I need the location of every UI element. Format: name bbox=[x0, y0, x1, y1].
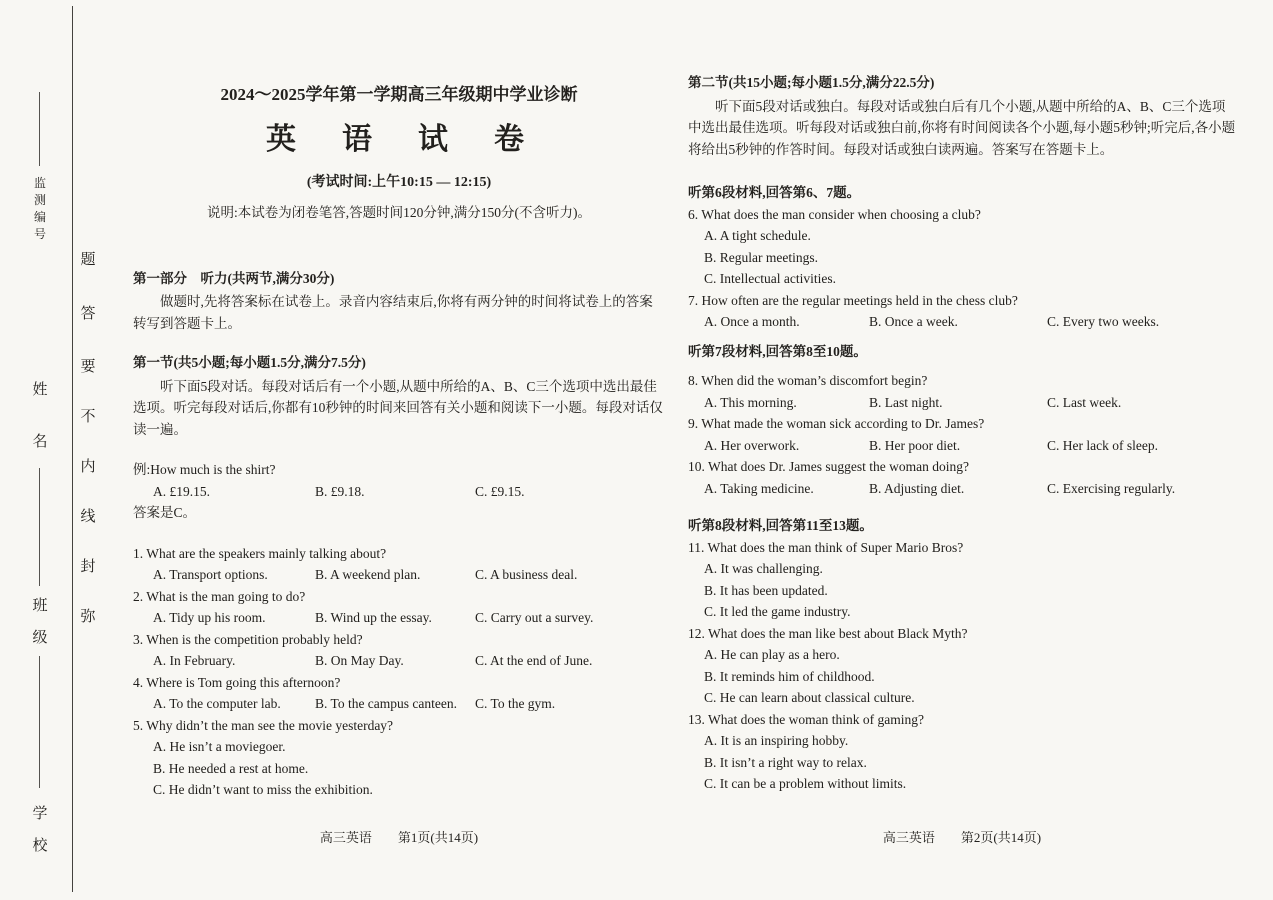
monitor-no-label: 编 bbox=[33, 210, 46, 224]
option-b: B. Last night. bbox=[869, 394, 943, 410]
example-options bbox=[133, 481, 665, 503]
question-text: 10. What does Dr. James suggest the woman doing? bbox=[688, 459, 969, 474]
question-text: 2. What is the man going to do? bbox=[133, 588, 306, 604]
option-b: B. £9.18. bbox=[315, 483, 365, 499]
page-1 bbox=[133, 84, 665, 801]
question-text: 11. What does the man think of Super Mario Bros? bbox=[688, 539, 964, 555]
option-a: A. To the computer lab. bbox=[153, 696, 281, 711]
school-label: 学 bbox=[32, 806, 48, 822]
seal-text-char: 内 bbox=[80, 459, 96, 475]
page2-footer: 高三英语 第2页(共14页) bbox=[882, 830, 1042, 845]
options-row bbox=[688, 311, 1236, 333]
option-c: C. A business deal. bbox=[475, 567, 578, 582]
question-text: 9. What made the woman sick according to Dr. James? bbox=[688, 416, 985, 431]
option-b: B. Adjusting diet. bbox=[869, 480, 965, 496]
options-stack bbox=[688, 644, 1236, 709]
options-stack bbox=[688, 730, 1236, 795]
option-a: A. Her overwork. bbox=[704, 437, 800, 453]
seal-text-char: 线 bbox=[80, 509, 96, 525]
option-b: B. He needed a rest at home. bbox=[153, 760, 309, 776]
question-10 bbox=[688, 456, 1236, 499]
option-b: B. To the campus canteen. bbox=[315, 696, 458, 711]
example-prompt: 例:How much is the shirt? bbox=[133, 462, 276, 477]
option-b: B. Wind up the essay. bbox=[315, 610, 432, 625]
question-text: 4. Where is Tom going this afternoon? bbox=[133, 674, 341, 690]
options-stack bbox=[688, 558, 1236, 623]
options-row bbox=[688, 392, 1236, 414]
question-3 bbox=[133, 629, 665, 672]
part1-intro: 做题时,先将答案标在试卷上。录音内容结束后,你将有两分钟的时间将试卷上的答案转写到答题卡上。 bbox=[133, 294, 653, 331]
options-stack bbox=[133, 736, 665, 801]
question-4 bbox=[133, 672, 665, 715]
paper-title: 英 语 试 卷 bbox=[266, 122, 532, 156]
question-text: 12. What does the man like best about Black Myth? bbox=[688, 625, 968, 641]
option-b: B. Once a week. bbox=[869, 314, 958, 329]
option-c: C. He can learn about classical culture. bbox=[704, 690, 915, 705]
option-b: B. It isn’t a right way to relax. bbox=[704, 754, 867, 770]
example-answer: 答案是C。 bbox=[133, 505, 197, 520]
option-c: C. Intellectual activities. bbox=[704, 271, 836, 286]
options-row bbox=[133, 693, 665, 715]
section2-intro: 听下面5段对话或独白。每段对话或独白后有几个小题,从题中所给的A、B、C三个选项中选出最佳选项。听每段对话或独白前,你将有时间阅读各个小题,每小题5秒钟;听完后,各小题将给出5秒钟的作答时间。每段对话或独白读两遍。答案写在答题卡上。 bbox=[688, 98, 1236, 157]
option-a: A. A tight schedule. bbox=[704, 228, 811, 243]
exam-note: 说明:本试卷为闭卷笔答,答题时间120分钟,满分150分(不含听力)。 bbox=[207, 205, 591, 220]
section1-intro: 听下面5段对话。每段对话后有一个小题,从题中所给的A、B、C三个选项中选出最佳选项。听完每段对话后,你都有10秒钟的时间来回答有关小题和阅读下一小题。每段对话仅读一遍。 bbox=[133, 378, 663, 437]
question-13 bbox=[688, 709, 1236, 795]
option-c: C. Every two weeks. bbox=[1047, 314, 1160, 329]
option-a: A. Transport options. bbox=[153, 567, 268, 582]
page-2 bbox=[688, 72, 1236, 795]
material-11-13: 听第8段材料,回答第11至13题。 bbox=[688, 518, 873, 533]
question-text: 5. Why didn’t the man see the movie yesterday? bbox=[133, 717, 394, 733]
question-list-p1 bbox=[133, 543, 665, 801]
option-a: A. It is an inspiring hobby. bbox=[704, 733, 849, 748]
option-c: C. He didn’t want to miss the exhibition. bbox=[153, 782, 373, 797]
name-label: 姓 bbox=[32, 382, 48, 398]
option-a: A. £19.15. bbox=[153, 483, 210, 499]
seal-text-char: 不 bbox=[80, 409, 96, 425]
question-text: 6. What does the man consider when choosing a club? bbox=[688, 206, 981, 222]
page1-footer: 高三英语 第1页(共14页) bbox=[319, 830, 479, 845]
option-c: C. £9.15. bbox=[475, 483, 525, 499]
question-9 bbox=[688, 413, 1236, 456]
seal-text-char: 答 bbox=[80, 306, 96, 322]
options-stack bbox=[688, 225, 1236, 290]
option-c: C. Her lack of sleep. bbox=[1047, 437, 1158, 453]
option-b: B. It reminds him of childhood. bbox=[704, 668, 875, 684]
class-blank bbox=[39, 656, 40, 788]
seal-text-char: 要 bbox=[80, 359, 96, 375]
part1-heading: 第一部分 听力(共两节,满分30分) bbox=[133, 270, 335, 286]
seal-text-char: 题 bbox=[80, 252, 96, 268]
option-c: C. It led the game industry. bbox=[704, 604, 851, 619]
options-row bbox=[688, 478, 1236, 500]
question-11 bbox=[688, 537, 1236, 623]
option-a: A. In February. bbox=[153, 653, 236, 668]
exam-time: (考试时间:上午10:15 — 12:15) bbox=[306, 174, 492, 190]
seal-text-char: 封 bbox=[80, 559, 96, 575]
option-a: A. This morning. bbox=[704, 394, 797, 410]
question-5 bbox=[133, 715, 665, 801]
question-7 bbox=[688, 290, 1236, 333]
example-question bbox=[133, 459, 665, 524]
option-b: B. On May Day. bbox=[315, 653, 404, 668]
option-c: C. Exercising regularly. bbox=[1047, 480, 1176, 496]
option-a: A. He isn’t a moviegoer. bbox=[153, 739, 286, 754]
options-row bbox=[133, 650, 665, 672]
question-text: 8. When did the woman’s discomfort begin? bbox=[688, 373, 928, 388]
question-2 bbox=[133, 586, 665, 629]
name-label: 名 bbox=[32, 434, 48, 450]
school-label: 校 bbox=[32, 838, 48, 854]
option-a: A. Tidy up his room. bbox=[153, 610, 266, 625]
option-c: C. Last week. bbox=[1047, 394, 1122, 410]
options-row bbox=[688, 435, 1236, 457]
question-text: 13. What does the woman think of gaming? bbox=[688, 711, 924, 727]
options-row bbox=[133, 607, 665, 629]
question-text: 1. What are the speakers mainly talking about? bbox=[133, 545, 387, 561]
seal-line-rule bbox=[72, 6, 73, 892]
class-label: 级 bbox=[32, 630, 48, 646]
material-8-10: 听第7段材料,回答第8至10题。 bbox=[688, 343, 867, 359]
option-b: B. Regular meetings. bbox=[704, 249, 818, 265]
question-8 bbox=[688, 370, 1236, 413]
material-6-7: 听第6段材料,回答第6、7题。 bbox=[688, 185, 861, 200]
option-a: A. Taking medicine. bbox=[704, 480, 814, 496]
exam-session-title: 2024～2025学年第一学期高三年级期中学业诊断 bbox=[220, 85, 578, 104]
monitor-no-label: 监 bbox=[33, 176, 46, 190]
question-text: 3. When is the competition probably held? bbox=[133, 631, 363, 647]
monitor-no-blank bbox=[39, 92, 40, 166]
section2-heading: 第二节(共15小题;每小题1.5分,满分22.5分) bbox=[688, 75, 935, 90]
option-c: C. It can be a problem without limits. bbox=[704, 776, 907, 791]
question-6 bbox=[688, 204, 1236, 290]
option-a: A. He can play as a hero. bbox=[704, 647, 840, 662]
option-b: B. Her poor diet. bbox=[869, 437, 961, 453]
option-b: B. A weekend plan. bbox=[315, 567, 421, 582]
section1-heading: 第一节(共5小题;每小题1.5分,满分7.5分) bbox=[133, 355, 366, 370]
option-c: C. At the end of June. bbox=[475, 653, 593, 668]
monitor-no-label: 测 bbox=[33, 193, 46, 207]
option-a: A. It was challenging. bbox=[704, 561, 823, 576]
option-b: B. It has been updated. bbox=[704, 582, 828, 598]
question-1 bbox=[133, 543, 665, 586]
option-c: C. Carry out a survey. bbox=[475, 610, 594, 625]
option-a: A. Once a month. bbox=[704, 314, 800, 329]
name-blank bbox=[39, 468, 40, 586]
option-c: C. To the gym. bbox=[475, 696, 556, 711]
options-row bbox=[133, 564, 665, 586]
question-12 bbox=[688, 623, 1236, 709]
monitor-no-label: 号 bbox=[33, 227, 46, 241]
class-label: 班 bbox=[32, 598, 48, 614]
question-text: 7. How often are the regular meetings held in the chess club? bbox=[688, 292, 1018, 308]
seal-text-char: 弥 bbox=[80, 609, 96, 625]
